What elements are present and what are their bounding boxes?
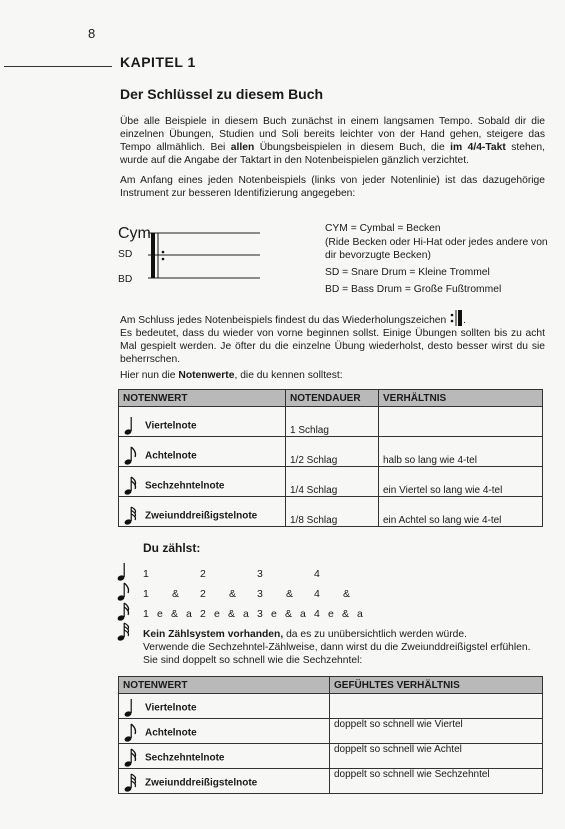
- note-duration: 1/8 Schlag: [286, 497, 379, 527]
- sixteenth-note-icon: [123, 748, 139, 768]
- gefuehltes-verhaeltnis-table: [118, 676, 543, 794]
- felt-ratio: doppelt so schnell wie Achtel: [330, 744, 543, 769]
- repeat-sign-icon: [449, 310, 463, 326]
- felt-ratio: doppelt so schnell wie Sechzehntel: [330, 769, 543, 794]
- table-row: [119, 497, 543, 527]
- sixteenth-note-icon: [123, 476, 139, 496]
- felt-ratio: [330, 694, 543, 719]
- quarter-note-icon: [116, 562, 132, 582]
- note-name: Zweiunddreißigstelnote: [145, 510, 258, 522]
- staff-label-sd: SD: [118, 249, 133, 260]
- legend-sd: SD = Snare Drum = Kleine Trommel: [325, 267, 490, 278]
- notenwerte-table: [118, 389, 543, 527]
- note-ratio: ein Viertel so lang wie 4-tel: [379, 467, 543, 497]
- thirty-second-note-icon: [123, 506, 139, 526]
- note-name: Achtelnote: [145, 727, 197, 739]
- legend-cym: CYM = Cymbal = Becken: [325, 223, 441, 234]
- legend-bd: BD = Bass Drum = Große Fußtrommel: [325, 284, 502, 295]
- col-header-notenwert: NOTENWERT: [119, 390, 286, 407]
- note-duration: 1/2 Schlag: [286, 437, 379, 467]
- note-duration: 1/4 Schlag: [286, 467, 379, 497]
- instrument-legend: [325, 222, 550, 298]
- note-ratio: [379, 407, 543, 437]
- note-name: Sechzehntelnote: [145, 752, 225, 764]
- note-name: Zweiunddreißigstelnote: [145, 777, 258, 789]
- count-heading: Du zählst:: [143, 541, 201, 555]
- sixteenth-note-icon: [116, 602, 132, 622]
- table-row: [119, 719, 543, 744]
- legend-cym-detail: (Ride Becken oder Hi-Hat oder jedes andere von dir bevorzugte Becken): [325, 237, 548, 261]
- felt-ratio: doppelt so schnell wie Viertel: [330, 719, 543, 744]
- chapter-heading: KAPITEL 1: [120, 54, 196, 70]
- eighth-note-icon: [116, 582, 132, 602]
- note-duration: 1 Schlag: [286, 407, 379, 437]
- notenwerte-intro: Hier nun die Notenwerte, die du kennen solltest:: [120, 370, 343, 381]
- staff-graphic: [148, 228, 263, 283]
- table-row: [119, 694, 543, 719]
- eighth-note-icon: [123, 446, 139, 466]
- col-header-notenwert: NOTENWERT: [119, 677, 330, 694]
- thirty-second-note-icon: [116, 622, 132, 642]
- table-row: [119, 407, 543, 437]
- note-ratio: halb so lang wie 4-tel: [379, 437, 543, 467]
- table-row: [119, 769, 543, 794]
- note-name: Viertelnote: [145, 702, 197, 714]
- section-title: Der Schlüssel zu diesem Buch: [120, 86, 324, 102]
- note-ratio: ein Achtel so lang wie 4-tel: [379, 497, 543, 527]
- col-header-notendauer: NOTENDAUER: [286, 390, 379, 407]
- no-count-system-text: Kein Zählsystem vorhanden, da es zu unübersichtlich werden würde. Verwende die Sechzehntel-Zählweise, dann wirst du die Zweiunddreißigstel erfühlen. Sie sind doppelt so schnell wie die Sechzehntel:: [143, 629, 531, 666]
- col-header-verhaeltnis: VERHÄLTNIS: [379, 390, 543, 407]
- note-name: Achtelnote: [145, 450, 197, 462]
- repeat-paragraph: Am Schluss jedes Notenbeispiels findest du das Wiederholungszeichen . Es bedeutet, dass du wieder von vorne beginnen sollst. Einige Übungen sollten bis zu acht Mal gespielt werden. Je öfter du die einzelne Übung wiederholst, desto besser wirst du sie beherrschen.: [120, 310, 545, 366]
- col-header-gefuehltes-verhaeltnis: GEFÜHLTES VERHÄLTNIS: [330, 677, 543, 694]
- staff-label-bd: BD: [118, 274, 133, 285]
- quarter-note-icon: [123, 416, 139, 436]
- note-name: Viertelnote: [145, 420, 197, 432]
- thirty-second-note-icon: [123, 773, 139, 793]
- quarter-note-icon: [123, 698, 139, 718]
- intro-paragraph: Übe alle Beispiele in diesem Buch zunächst in einem langsamen Tempo. Sobald dir die einzelnen Übungen, Studien und Soli bereits leichter von der Hand gehen, steigere das Tempo allmählich. Bei allen Übungsbeispielen in diesem Buch, die im 4/4-Takt stehen, wurde auf die Angabe der Taktart in den Notenbeispielen gänzlich verzichtet.: [120, 116, 545, 166]
- instrument-paragraph: Am Anfang eines jeden Notenbeispiels (links von jeder Notenlinie) ist das dazugehörige Instrument zur besseren Identifizierung angegeben:: [120, 175, 545, 199]
- table-row: [119, 744, 543, 769]
- table-row: [119, 467, 543, 497]
- table-row: [119, 437, 543, 467]
- eighth-note-icon: [123, 723, 139, 743]
- note-name: Sechzehntelnote: [145, 480, 225, 492]
- chapter-rule: [4, 66, 112, 67]
- staff-label-cym: Cym: [118, 225, 151, 242]
- page-number: 8: [88, 26, 96, 41]
